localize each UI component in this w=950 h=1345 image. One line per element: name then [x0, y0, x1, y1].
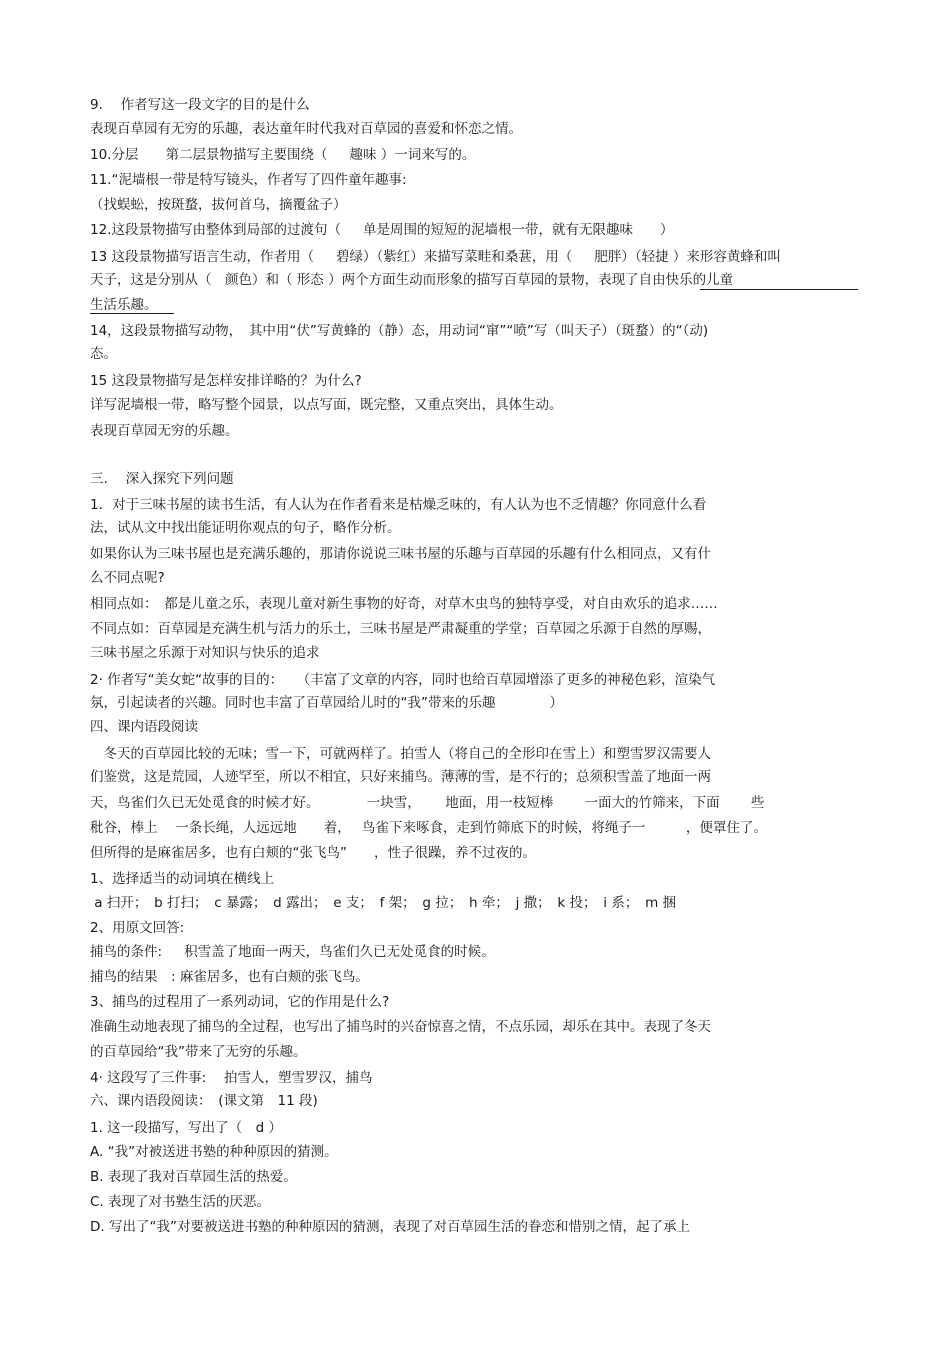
- section-heading: 四、课内语段阅读: [90, 719, 198, 735]
- text-line: 态。: [90, 346, 117, 362]
- text-line: 3、捕鸟的过程用了一系列动词，它的作用是什么?: [90, 994, 390, 1010]
- text-line: 相同点如： 都是儿童之乐，表现儿童对新生事物的好奇，对草木虫鸟的独特享受，对自由欢乐的追求……: [90, 596, 718, 612]
- text-line: 表现百草园有无穷的乐趣，表达童年时代我对百草园的喜爱和怀恋之情。: [90, 121, 522, 137]
- text-line: 详写泥墙根一带，略写整个园景，以点写面，既完整，又重点突出，具体生动。: [90, 397, 563, 413]
- text-line: 秕谷，棒上 一条长绳，人远远地 着， 鸟雀下来啄食，走到竹筛底下的时候，将绳子一 ，便罩住了。: [90, 820, 767, 836]
- text-line: 准确生动地表现了捕鸟的全过程，也写出了捕鸟时的兴奋惊喜之情，不点乐园，却乐在其中。表现了冬天: [90, 1019, 711, 1035]
- text-line: 生活乐趣。: [90, 297, 158, 313]
- text-line: 氛，引起读者的兴趣。同时也丰富了百草园给儿时的“我”带来的乐趣 ）: [90, 695, 563, 711]
- text-line: 捕鸟的结果 : 麻雀居多，也有白颊的张飞鸟。: [90, 969, 369, 985]
- text-line: 13 这段景物描写语言生动，作者用（ 碧绿）（紫红）来描写菜畦和桑葚，用（ 肥胖）（轻捷 ）来形容黄蜂和叫: [90, 249, 781, 265]
- text-line: 冬天的百草园比较的无味；雪一下，可就两样了。拍雪人（将自己的全形印在雪上）和塑雪罗汉需要人: [90, 746, 711, 762]
- text-line: 15 这段景物描写是怎样安排详略的？为什么?: [90, 373, 362, 389]
- text-line: 2、用原文回答:: [90, 920, 185, 936]
- text-line: 14，这段景物描写动物， 其中用“伏”写黄蜂的（静）态，用动词“窜”“喷”写（叫天子）（斑蝥）的“（动): [90, 323, 709, 339]
- text-line: 的百草园给“我”带来了无穷的乐趣。: [90, 1044, 307, 1060]
- text-line: 9. 作者写这一段文字的目的是什么: [90, 97, 310, 113]
- text-line: 天子，这是分别从（ 颜色）和（ 形态 ）两个方面生动而形象的描写百草园的景物，表现了自由快乐的儿童: [90, 272, 734, 288]
- answer-underline: [700, 289, 858, 290]
- text-line: 12.这段景物描写由整体到局部的过渡句（ 单是周围的短短的泥墙根一带，就有无限趣味 ）: [90, 222, 674, 238]
- text-line: B. 表现了我对百草园生活的热爱。: [90, 1169, 297, 1185]
- text-line: 们鉴赏，这是荒园，人迹罕至，所以不相宜，只好来捕鸟。薄薄的雪，是不行的；总须积雪盖了地面一两: [90, 769, 711, 785]
- text-line: 10.分层 第二层景物描写主要围绕（ 趣味 ）一词来写的。: [90, 147, 476, 163]
- text-line: 1. 这一段描写，写出了（ d ）: [90, 1120, 283, 1136]
- text-line: 三味书屋之乐源于对知识与快乐的追求: [90, 645, 320, 661]
- text-line: （找蜈蚣，按斑蝥，拔何首乌，摘覆盆子）: [90, 197, 347, 213]
- text-line: 2· 作者写“美女蛇“故事的目的： （丰富了文章的内容，同时也给百草园增添了更多的神秘色彩，渲染气: [90, 672, 716, 688]
- text-line: 1、选择适当的动词填在横线上: [90, 871, 275, 887]
- text-line: 天，鸟雀们久已无处觅食的时候才好。 一块雪， 地面，用一枝短棒 一面大的竹筛来，下面 些: [90, 795, 765, 811]
- text-line: 但所得的是麻雀居多，也有白颊的“张飞鸟” ，性子很躁，养不过夜的。: [90, 845, 536, 861]
- text-line: 捕鸟的条件: 积雪盖了地面一两天，鸟雀们久已无处觅食的时候。: [90, 944, 495, 960]
- text-line: 11.“泥墙根一带是特写镜头，作者写了四件童年趣事:: [90, 172, 407, 188]
- text-line: C. 表现了对书塾生活的厌恶。: [90, 1194, 271, 1210]
- text-line: 4· 这段写了三件事: 拍雪人，塑雪罗汉，捕鸟: [90, 1070, 373, 1086]
- answer-underline: [90, 313, 174, 314]
- text-line: A. “我”对被送进书塾的种种原因的猜测。: [90, 1144, 338, 1160]
- text-line: 不同点如：百草园是充满生机与活力的乐土，三味书屋是严肃凝重的学堂；百草园之乐源于自然的厚赐，: [90, 621, 711, 637]
- text-line: 法，试从文中找出能证明你观点的句子，略作分析。: [90, 520, 401, 536]
- text-line: 1．对于三味书屋的读书生活，有人认为在作者看来是枯燥乏味的，有人认为也不乏情趣？你同意什么看: [90, 497, 707, 513]
- text-line: a 扫开； b 打扫； c 暴露； d 露出； e 支； f 架； g 拉； h 牵； j 撒； k 投； i 系； m 捆: [90, 895, 677, 911]
- text-line: D. 写出了“我”对要被送进书塾的种种原因的猜测，表现了对百草园生活的眷恋和惜别之情，起了承上: [90, 1219, 690, 1235]
- text-line: 如果你认为三味书屋也是充满乐趣的，那请你说说三味书屋的乐趣与百草园的乐趣有什么相同点，又有什: [90, 546, 711, 562]
- text-line: 么不同点呢?: [90, 570, 165, 586]
- section-heading: 三. 深入探究下列问题: [90, 471, 234, 487]
- text-line: 表现百草园无穷的乐趣。: [90, 423, 239, 439]
- section-heading: 六、课内语段阅读： (课文第 11 段): [90, 1093, 318, 1109]
